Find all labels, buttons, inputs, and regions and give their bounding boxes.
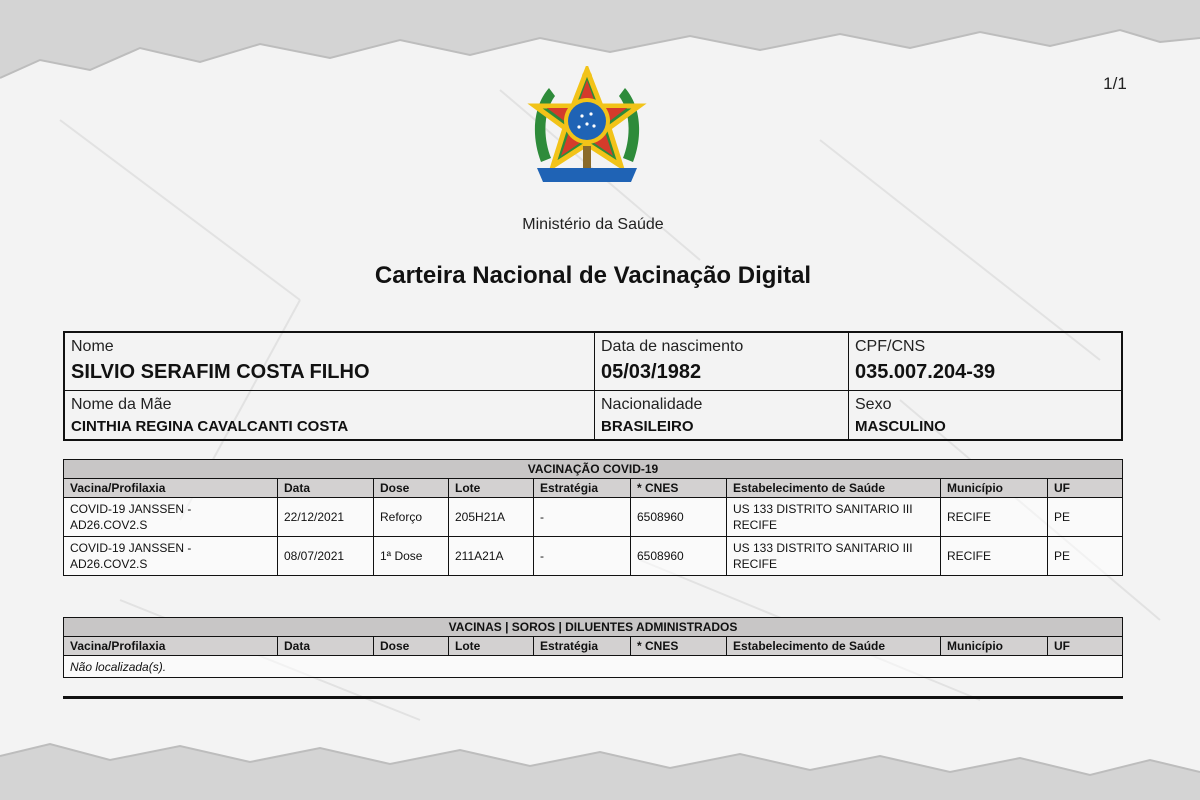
column-header: Vacina/Profilaxia <box>64 479 278 498</box>
column-header: Estratégia <box>534 479 631 498</box>
mother-name-label: Nome da Mãe <box>71 396 172 413</box>
document-title: Carteira Nacional de Vacinação Digital <box>374 262 812 289</box>
cpf-label: CPF/CNS <box>855 338 926 355</box>
other-vaccines-table <box>63 617 1123 678</box>
lot-cell: 211A21A <box>449 537 534 576</box>
column-header: Dose <box>374 637 449 656</box>
column-header: UF <box>1048 637 1123 656</box>
city-cell: RECIFE <box>941 537 1048 576</box>
cnes-cell: 6508960 <box>631 498 727 537</box>
birth-date-cell <box>595 333 849 391</box>
column-header: Data <box>278 479 374 498</box>
city-cell: RECIFE <box>941 498 1048 537</box>
lot-cell: 205H21A <box>449 498 534 537</box>
strategy-cell: - <box>534 498 631 537</box>
cpf-value: 035.007.204-39 <box>855 361 996 383</box>
name-label: Nome <box>71 338 114 355</box>
column-header: Município <box>941 479 1048 498</box>
column-header: Estabelecimento de Saúde <box>727 637 941 656</box>
state-cell: PE <box>1048 537 1123 576</box>
dose-cell: Reforço <box>374 498 449 537</box>
vaccine-cell: COVID-19 JANSSEN - AD26.COV2.S <box>64 498 278 537</box>
page-counter: 1/1 <box>1103 74 1127 93</box>
no-records-message: Não localizada(s). <box>64 656 1123 678</box>
table-row <box>64 537 1123 576</box>
column-header: Dose <box>374 479 449 498</box>
column-header: Estratégia <box>534 637 631 656</box>
facility-cell: US 133 DISTRITO SANITARIO III RECIFE <box>727 498 941 537</box>
column-header: Lote <box>449 479 534 498</box>
cnes-cell: 6508960 <box>631 537 727 576</box>
date-cell: 08/07/2021 <box>278 537 374 576</box>
name-cell <box>65 333 595 391</box>
strategy-cell: - <box>534 537 631 576</box>
column-header: * CNES <box>631 479 727 498</box>
nationality-cell <box>595 391 849 441</box>
covid-vaccination-table <box>63 459 1123 576</box>
table-row <box>64 498 1123 537</box>
table-row <box>64 656 1123 678</box>
column-header: Data <box>278 637 374 656</box>
nationality-label: Nacionalidade <box>601 396 703 413</box>
other-vaccines-section-title: VACINAS | SOROS | DILUENTES ADMINISTRADOS <box>64 618 1123 637</box>
column-header: * CNES <box>631 637 727 656</box>
mother-name-value: CINTHIA REGINA CAVALCANTI COSTA <box>71 418 349 435</box>
dose-cell: 1ª Dose <box>374 537 449 576</box>
name-value: SILVIO SERAFIM COSTA FILHO <box>71 361 370 383</box>
personal-info-box <box>63 331 1123 441</box>
column-header: UF <box>1048 479 1123 498</box>
sex-value: MASCULINO <box>855 418 946 435</box>
covid-section-title: VACINAÇÃO COVID-19 <box>64 460 1123 479</box>
column-header: Município <box>941 637 1048 656</box>
sex-label: Sexo <box>855 396 892 413</box>
state-cell: PE <box>1048 498 1123 537</box>
date-cell: 22/12/2021 <box>278 498 374 537</box>
cpf-cell <box>849 333 1121 391</box>
brazil-coat-of-arms-emblem <box>527 66 647 190</box>
column-header: Vacina/Profilaxia <box>64 637 278 656</box>
birth-date-value: 05/03/1982 <box>601 361 702 383</box>
birth-date-label: Data de nascimento <box>601 338 744 355</box>
facility-cell: US 133 DISTRITO SANITARIO III RECIFE <box>727 537 941 576</box>
column-header: Lote <box>449 637 534 656</box>
bottom-divider <box>63 696 1123 699</box>
vaccine-cell: COVID-19 JANSSEN - AD26.COV2.S <box>64 537 278 576</box>
sex-cell <box>849 391 1121 441</box>
column-header: Estabelecimento de Saúde <box>727 479 941 498</box>
ministry-name: Ministério da Saúde <box>522 216 664 233</box>
mother-name-cell <box>65 391 595 441</box>
nationality-value: BRASILEIRO <box>601 418 694 435</box>
